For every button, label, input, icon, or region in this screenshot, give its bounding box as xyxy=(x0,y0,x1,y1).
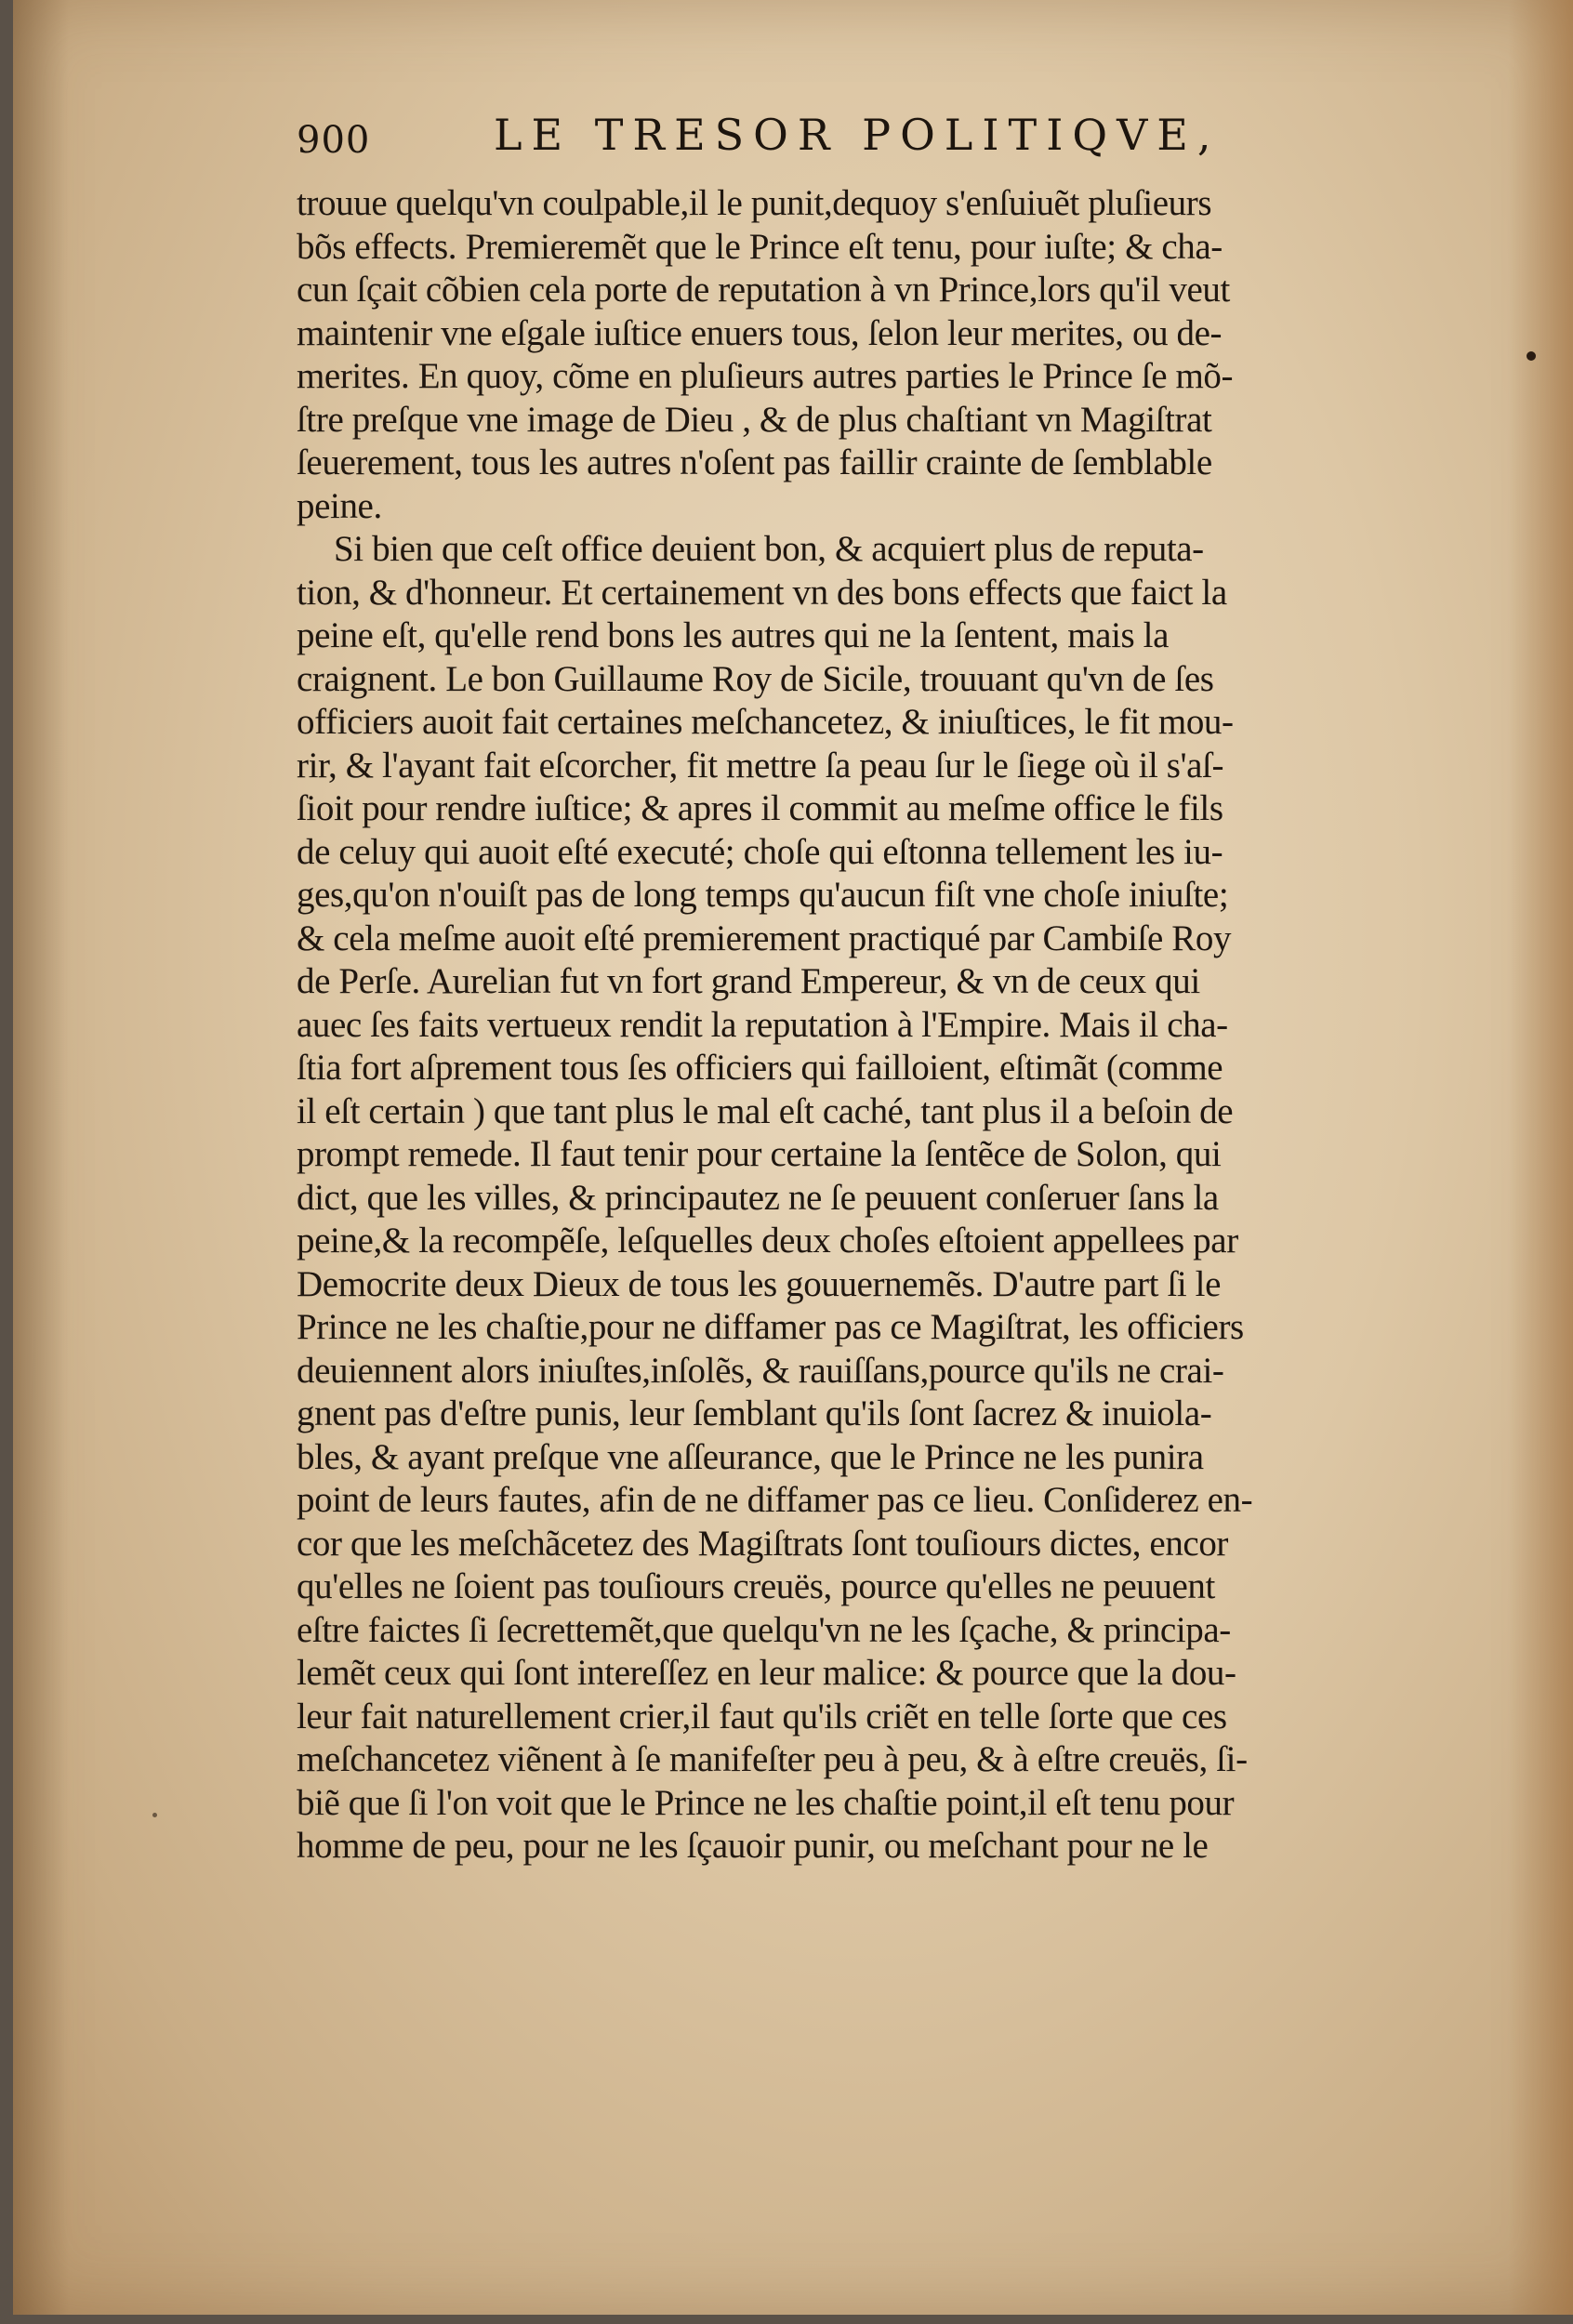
text-line: merites. En quoy, cõme en pluſieurs autres parties le Prince ſe mõ- xyxy=(297,356,1234,396)
text-line: de Perſe. Aurelian fut vn fort grand Empereur, & vn de ceux qui xyxy=(297,961,1200,1001)
text-line: ſtia fort aſprement tous ſes officiers qui failloient, eſtimãt (comme xyxy=(297,1048,1223,1088)
text-line: point de leurs fautes, afin de ne diffamer pas ce lieu. Conſiderez en- xyxy=(297,1480,1253,1520)
text-line: biẽ que ſi l'on voit que le Prince ne les chaſtie point,il eſt tenu pour xyxy=(297,1782,1235,1823)
page-number: 900 xyxy=(297,119,371,162)
text-line: tion, & d'honneur. Et certainement vn des bons effects que faict la xyxy=(297,572,1227,613)
text-line: peine eſt, qu'elle rend bons les autres qui ne la ſentent, mais la xyxy=(297,615,1169,655)
text-line: homme de peu, pour ne les ſçauoir punir, ou meſchant pour ne le xyxy=(297,1826,1209,1866)
text-line: peine,& la recompẽſe, leſquelles deux choſes eſtoient appellees par xyxy=(297,1221,1238,1261)
paragraph-start-line: Si bien que ceſt office deuient bon, & acquiert plus de reputa- xyxy=(334,529,1204,569)
text-line: de celuy qui auoit eſté executé; choſe qui eſtonna tellement les iu- xyxy=(297,831,1223,872)
page-edge-shadow-right xyxy=(1508,0,1573,2315)
text-line: ges,qu'on n'ouiſt pas de long temps qu'aucun fiſt vne choſe iniuſte; xyxy=(297,875,1229,915)
text-line: cun ſçait cõbien cela porte de reputation à vn Prince,lors qu'il veut xyxy=(297,270,1230,310)
text-line: ſioit pour rendre iuſtice; & apres il commit au meſme office le fils xyxy=(297,788,1223,828)
book-page xyxy=(13,0,1573,2315)
text-line: peine. xyxy=(297,485,382,526)
text-line: dict, que les villes, & principautez ne ſe peuuent conſeruer ſans la xyxy=(297,1177,1219,1218)
running-title: LE TRESOR POLITIQVE, xyxy=(494,110,1221,160)
text-line: trouue quelqu'vn coulpable,il le punit,dequoy s'enſuiuẽt pluſieurs xyxy=(297,183,1212,223)
running-head xyxy=(297,110,1487,175)
ink-speck xyxy=(1527,351,1536,361)
text-line: qu'elles ne ſoient pas touſiours creuës, pource qu'elles ne peuuent xyxy=(297,1566,1215,1606)
ink-speck xyxy=(152,1813,157,1817)
text-line: prompt remede. Il faut tenir pour certaine la ſentẽce de Solon, qui xyxy=(297,1134,1222,1174)
text-line: Democrite deux Dieux de tous les gouuernemẽs. D'autre part ſi le xyxy=(297,1263,1222,1304)
text-line: & cela meſme auoit eſté premierement practiqué par Cambiſe Roy xyxy=(297,918,1232,958)
text-line: leur fait naturellement crier,il faut qu'ils criẽt en telle ſorte que ces xyxy=(297,1696,1227,1736)
text-line: ſtre preſque vne image de Dieu , & de plus chaſtiant vn Magiſtrat xyxy=(297,399,1212,440)
text-line: eſtre faictes ſi ſecrettemẽt,que quelqu'vn ne les ſçache, & principa- xyxy=(297,1609,1231,1650)
text-line: cor que les meſchãcetez des Magiſtrats ſont touſiours dictes, encor xyxy=(297,1523,1229,1564)
text-line: gnent pas d'eſtre punis, leur ſemblant qu'ils ſont ſacrez & inuiola- xyxy=(297,1393,1212,1433)
text-line: bõs effects. Premieremẽt que le Prince eſt tenu, pour iuſte; & cha- xyxy=(297,226,1223,267)
text-line: officiers auoit fait certaines meſchancetez, & iniuſtices, le fit mou- xyxy=(297,702,1234,742)
text-line: ſeuerement, tous les autres n'oſent pas faillir crainte de ſemblable xyxy=(297,442,1212,482)
text-line: Prince ne les chaſtie,pour ne diffamer pas ce Magiſtrat, les officiers xyxy=(297,1307,1244,1347)
page-edge-shadow-left xyxy=(13,0,69,2315)
text-line: lemẽt ceux qui ſont intereſſez en leur malice: & pource que la dou- xyxy=(297,1653,1236,1693)
text-line: meſchancetez viẽnent à ſe manifeſter peu à peu, & à eſtre creuës, ſi- xyxy=(297,1739,1248,1779)
text-line: maintenir vne eſgale iuſtice enuers tous, ſelon leur merites, ou de- xyxy=(297,312,1223,353)
body-text xyxy=(297,182,1487,1868)
text-line: il eſt certain ) que tant plus le mal eſt caché, tant plus il a beſoin de xyxy=(297,1090,1234,1131)
text-line: craignent. Le bon Guillaume Roy de Sicile, trouuant qu'vn de ſes xyxy=(297,658,1214,699)
text-line: bles, & ayant preſque vne aſſeurance, que le Prince ne les punira xyxy=(297,1436,1204,1477)
text-line: deuiennent alors iniuſtes,inſolẽs, & rauiſſans,pource qu'ils ne crai- xyxy=(297,1350,1224,1391)
text-line: rir, & l'ayant fait eſcorcher, fit mettre ſa peau ſur le ſiege où il s'aſ- xyxy=(297,745,1224,786)
text-line: auec ſes faits vertueux rendit la reputation à l'Empire. Mais il cha- xyxy=(297,1004,1228,1045)
